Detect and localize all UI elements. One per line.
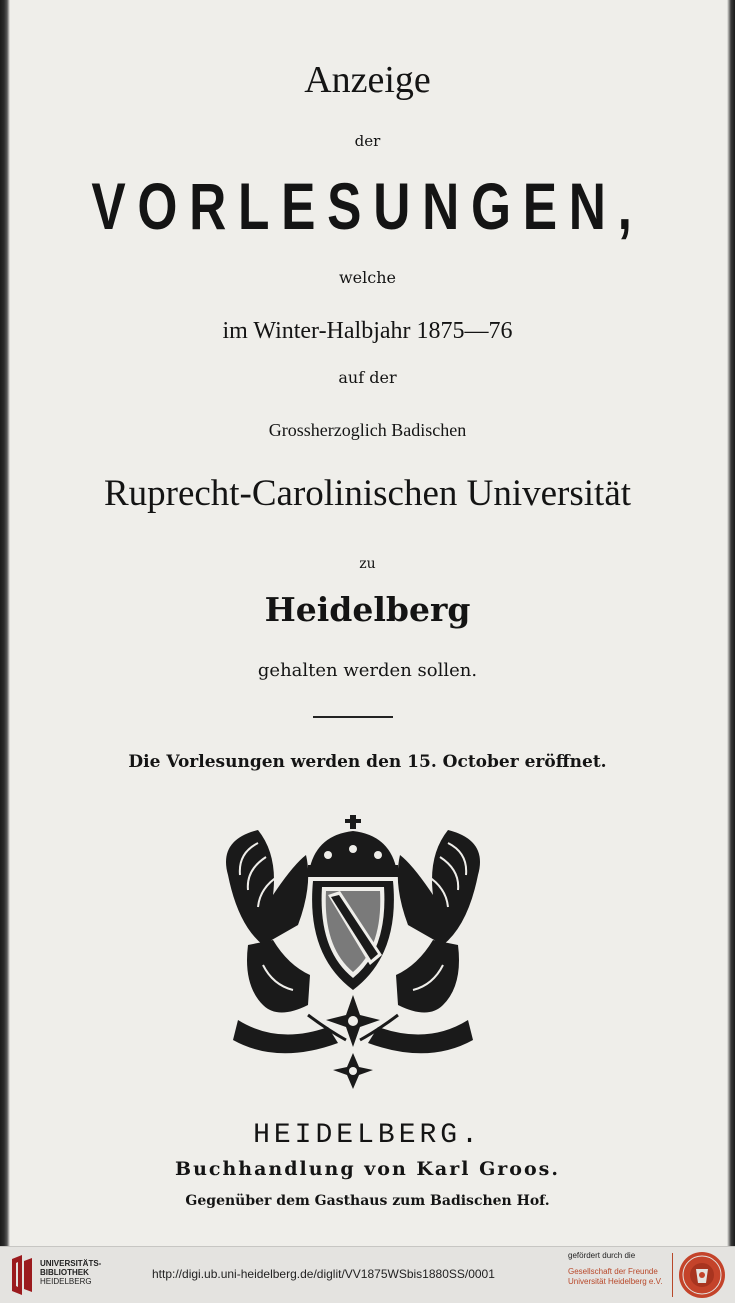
imprint-city: HEIDELBERG. (253, 1120, 482, 1151)
line-zu: zu (359, 556, 376, 572)
line-gehalten: gehalten werden sollen. (257, 660, 478, 681)
line-semester: im Winter-Halbjahr 1875—76 (222, 318, 513, 344)
line-opening-date: Die Vorlesungen werden den 15. October eröffnet. (128, 752, 607, 772)
permalink-url[interactable]: http://digi.ub.uni-heidelberg.de/diglit/VV1875WSbis1880SS/0001 (152, 1267, 495, 1281)
imprint-address: Gegenüber dem Gasthaus zum Badischen Hof. (185, 1193, 550, 1209)
library-name-line2: BIBLIOTHEK (40, 1268, 89, 1277)
coat-of-arms-icon (218, 815, 488, 1090)
title-vorlesungen: VORLESUNGEN, (91, 169, 644, 243)
sponsor-name-line2: Universität Heidelberg e.V. (568, 1277, 663, 1286)
viewer-footer (0, 1246, 735, 1303)
line-university: Ruprecht-Carolinischen Universität (103, 473, 632, 514)
title-der: der (354, 132, 381, 150)
line-auf-der: auf der (338, 368, 397, 387)
sponsor-intro: gefördert durch die (568, 1251, 636, 1260)
sponsor-name-line1: Gesellschaft der Freunde (568, 1267, 658, 1276)
library-name-line3: HEIDELBERG (40, 1277, 92, 1286)
sponsor-name (568, 1267, 662, 1287)
line-welche: welche (338, 268, 396, 287)
university-seal-icon (678, 1251, 726, 1299)
line-grossherzoglich: Grossherzoglich Badischen (268, 420, 467, 440)
library-name-line1: UNIVERSITÄTS- (40, 1259, 102, 1268)
sponsor-divider (672, 1253, 673, 1297)
title-anzeige: Anzeige (304, 59, 431, 101)
library-logo-icon (8, 1255, 36, 1295)
imprint-publisher: Buchhandlung von Karl Groos. (175, 1158, 560, 1180)
library-name (40, 1259, 101, 1286)
line-heidelberg: Heidelberg (264, 590, 471, 629)
separator-rule (313, 716, 393, 718)
